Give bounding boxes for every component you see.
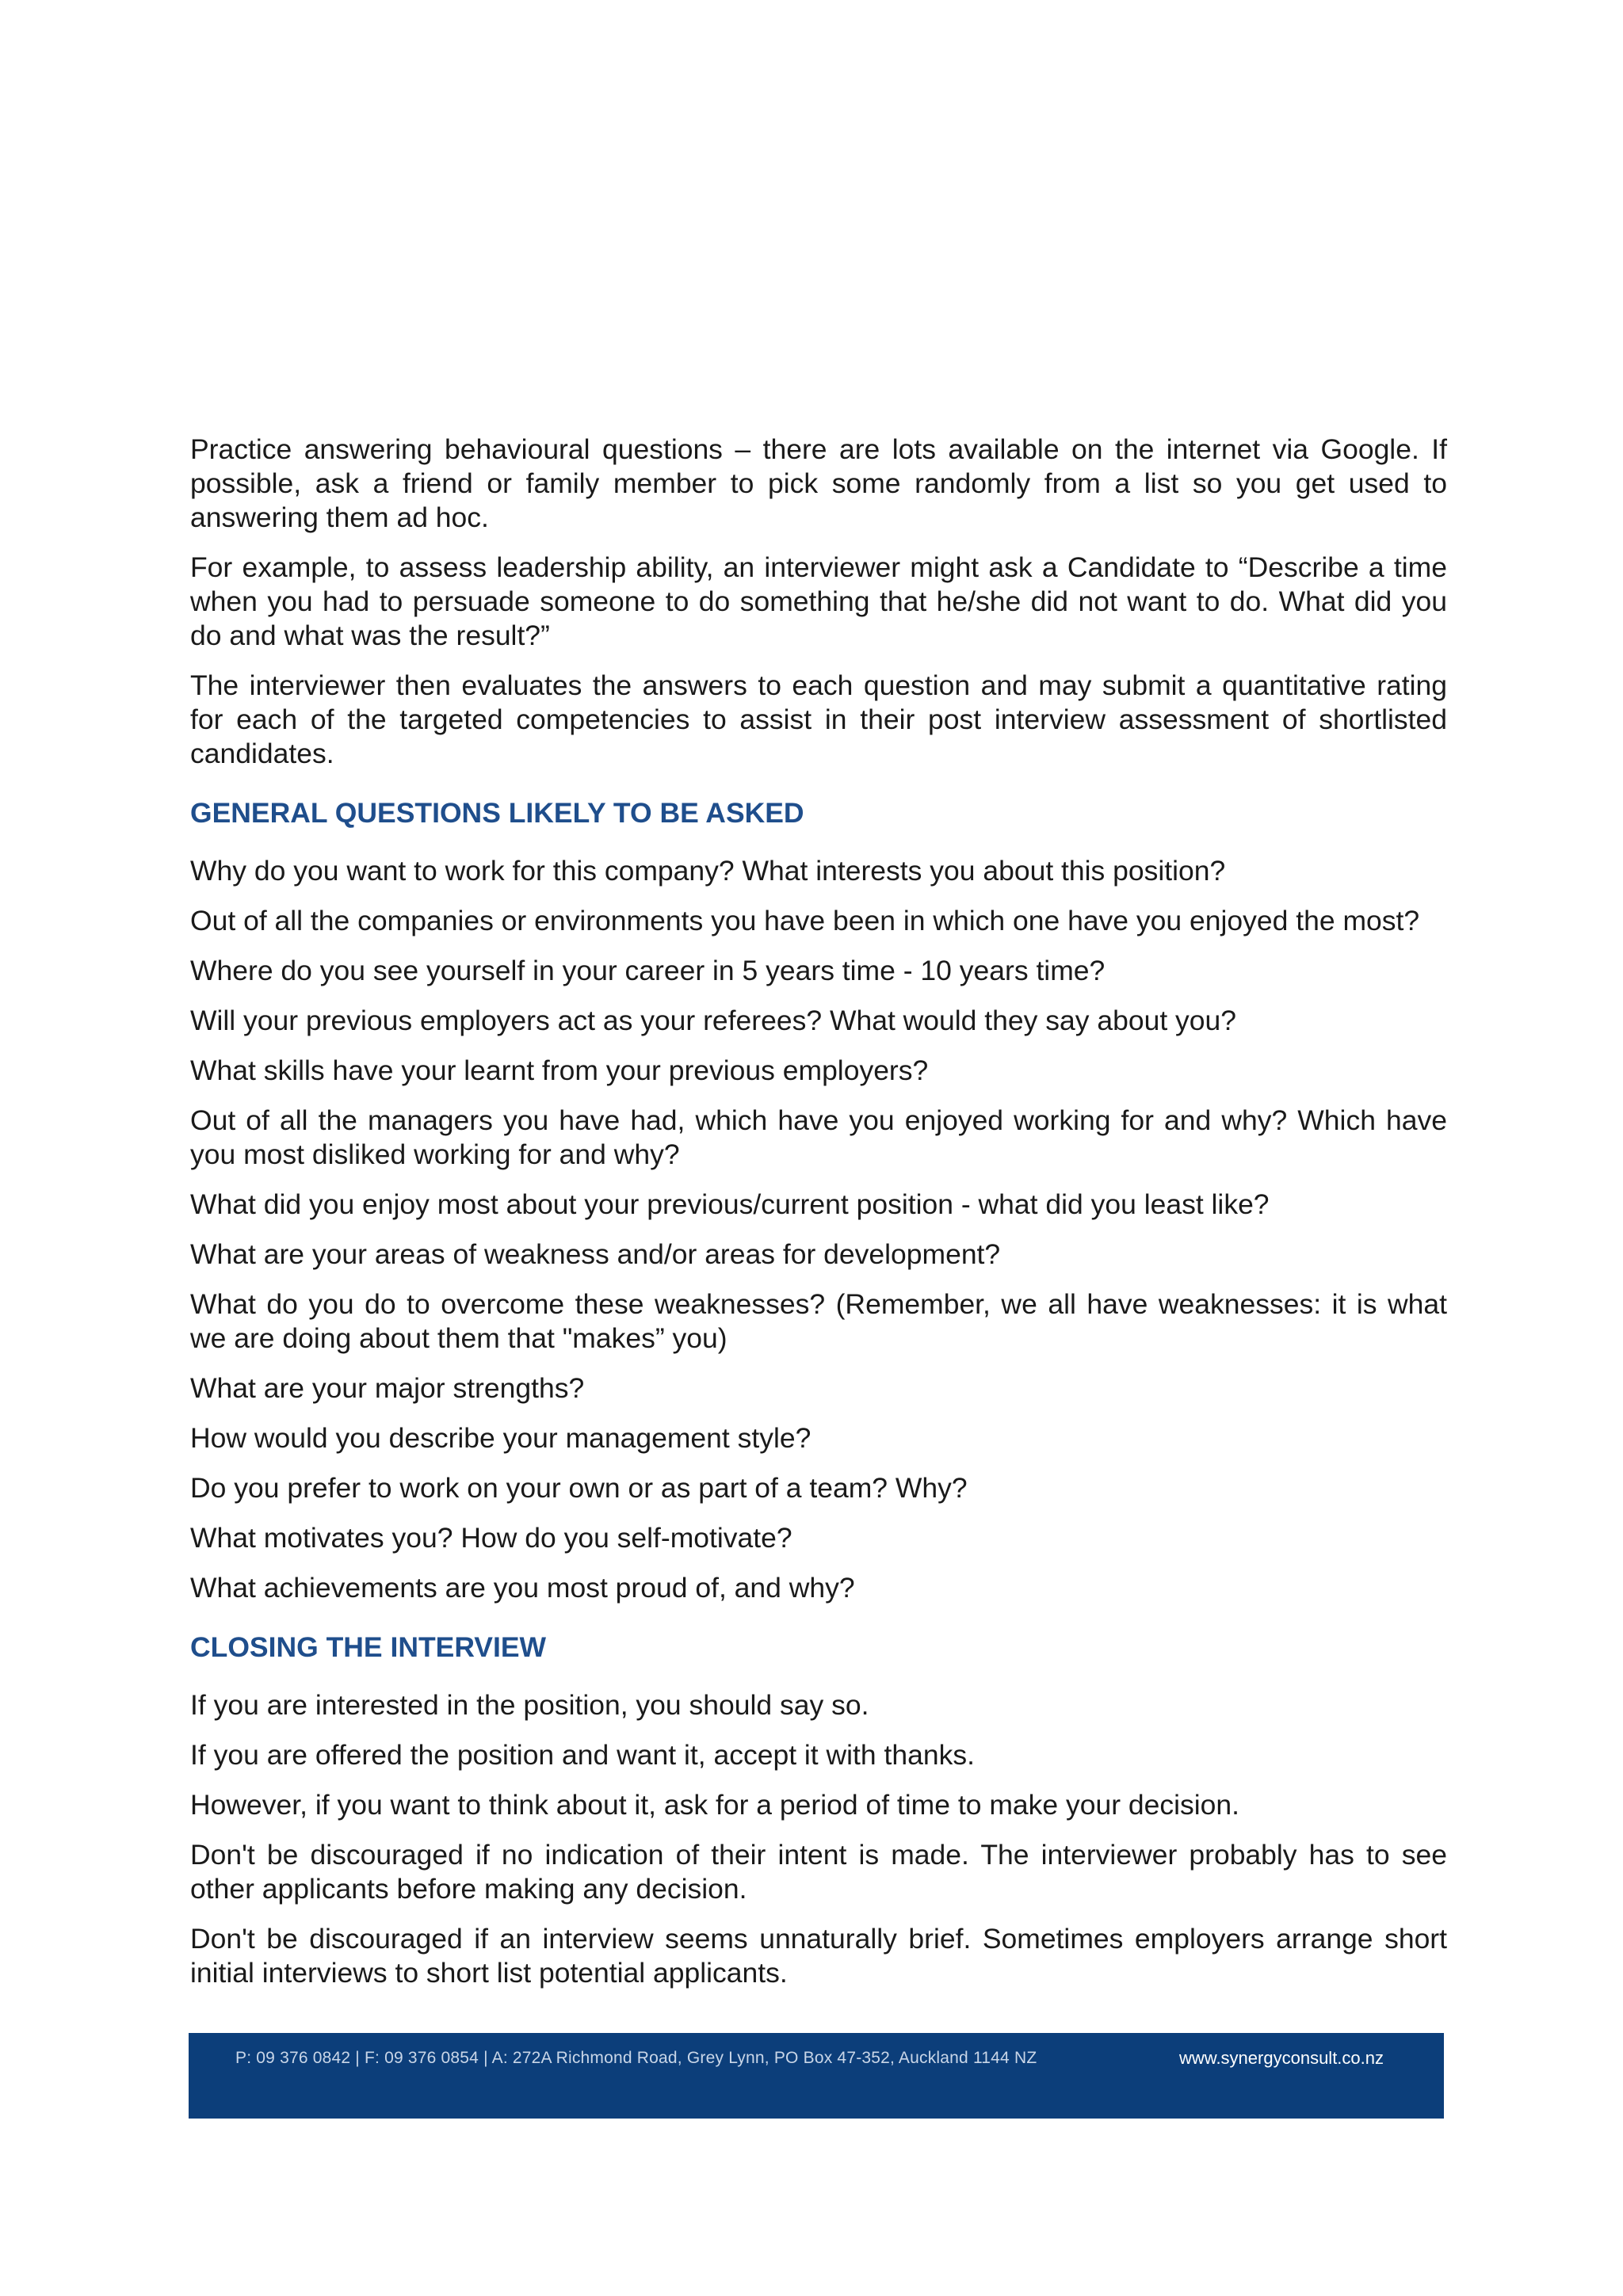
question-item: What achievements are you most proud of, and why? — [190, 1572, 855, 1604]
closing-item: Don't be discouraged if no indication of their intent is made. The interviewer probably has to see other applicants before making any decision. — [190, 1839, 1447, 1905]
question-item: What are your areas of weakness and/or areas for development? — [190, 1238, 1001, 1270]
closing-item: If you are interested in the position, you should say so. — [190, 1689, 869, 1721]
document-body — [190, 433, 1447, 2006]
question-item: What are your major strengths? — [190, 1372, 585, 1404]
question-item: What motivates you? How do you self-motivate? — [190, 1522, 792, 1554]
footer-contact: P: 09 376 0842 | F: 09 376 0854 | A: 272A Richmond Road, Grey Lynn, PO Box 47-352, Auckland 1144 NZ — [235, 2049, 1037, 2067]
intro-paragraph: For example, to assess leadership ability, an interviewer might ask a Candidate to “Describe a time when you had to persuade someone to do something that he/she did not want to do. What did you do and what was the result?” — [190, 551, 1447, 651]
closing-item: However, if you want to think about it, ask for a period of time to make your decision. — [190, 1789, 1240, 1821]
question-item: Do you prefer to work on your own or as part of a team? Why? — [190, 1472, 968, 1504]
closing-item: If you are offered the position and want it, accept it with thanks. — [190, 1739, 975, 1771]
question-item: Out of all the managers you have had, which have you enjoyed working for and why? Which have you most disliked working for and why? — [190, 1104, 1447, 1170]
closing-heading: CLOSING THE INTERVIEW — [190, 1631, 547, 1663]
question-item: Why do you want to work for this company? What interests you about this position? — [190, 855, 1226, 887]
question-item: Will your previous employers act as your referees? What would they say about you? — [190, 1005, 1237, 1036]
footer-bar — [189, 2033, 1444, 2119]
question-item: What do you do to overcome these weaknesses? (Remember, we all have weaknesses: it is what we are doing about them that "makes” you) — [190, 1288, 1447, 1354]
question-item: What did you enjoy most about your previous/current position - what did you least like? — [190, 1188, 1270, 1220]
closing-item: Don't be discouraged if an interview seems unnaturally brief. Sometimes employers arrange short initial interviews to short list potential applicants. — [190, 1923, 1447, 1989]
question-item: Out of all the companies or environments you have been in which one have you enjoyed the most? — [190, 905, 1420, 936]
general-questions-heading: GENERAL QUESTIONS LIKELY TO BE ASKED — [190, 797, 804, 829]
question-item: Where do you see yourself in your career in 5 years time - 10 years time? — [190, 955, 1106, 986]
question-item: What skills have your learnt from your previous employers? — [190, 1055, 929, 1086]
intro-paragraph: The interviewer then evaluates the answers to each question and may submit a quantitative rating for each of the targeted competencies to assist in their post interview assessment of shortlisted candidates. — [190, 669, 1447, 769]
intro-paragraph: Practice answering behavioural questions – there are lots available on the internet via Google. If possible, ask a friend or family member to pick some randomly from a list so you get used to answering them ad hoc. — [190, 433, 1447, 533]
footer-website-link[interactable]: www.synergyconsult.co.nz — [1179, 2048, 1384, 2068]
question-item: How would you describe your management style? — [190, 1422, 812, 1454]
